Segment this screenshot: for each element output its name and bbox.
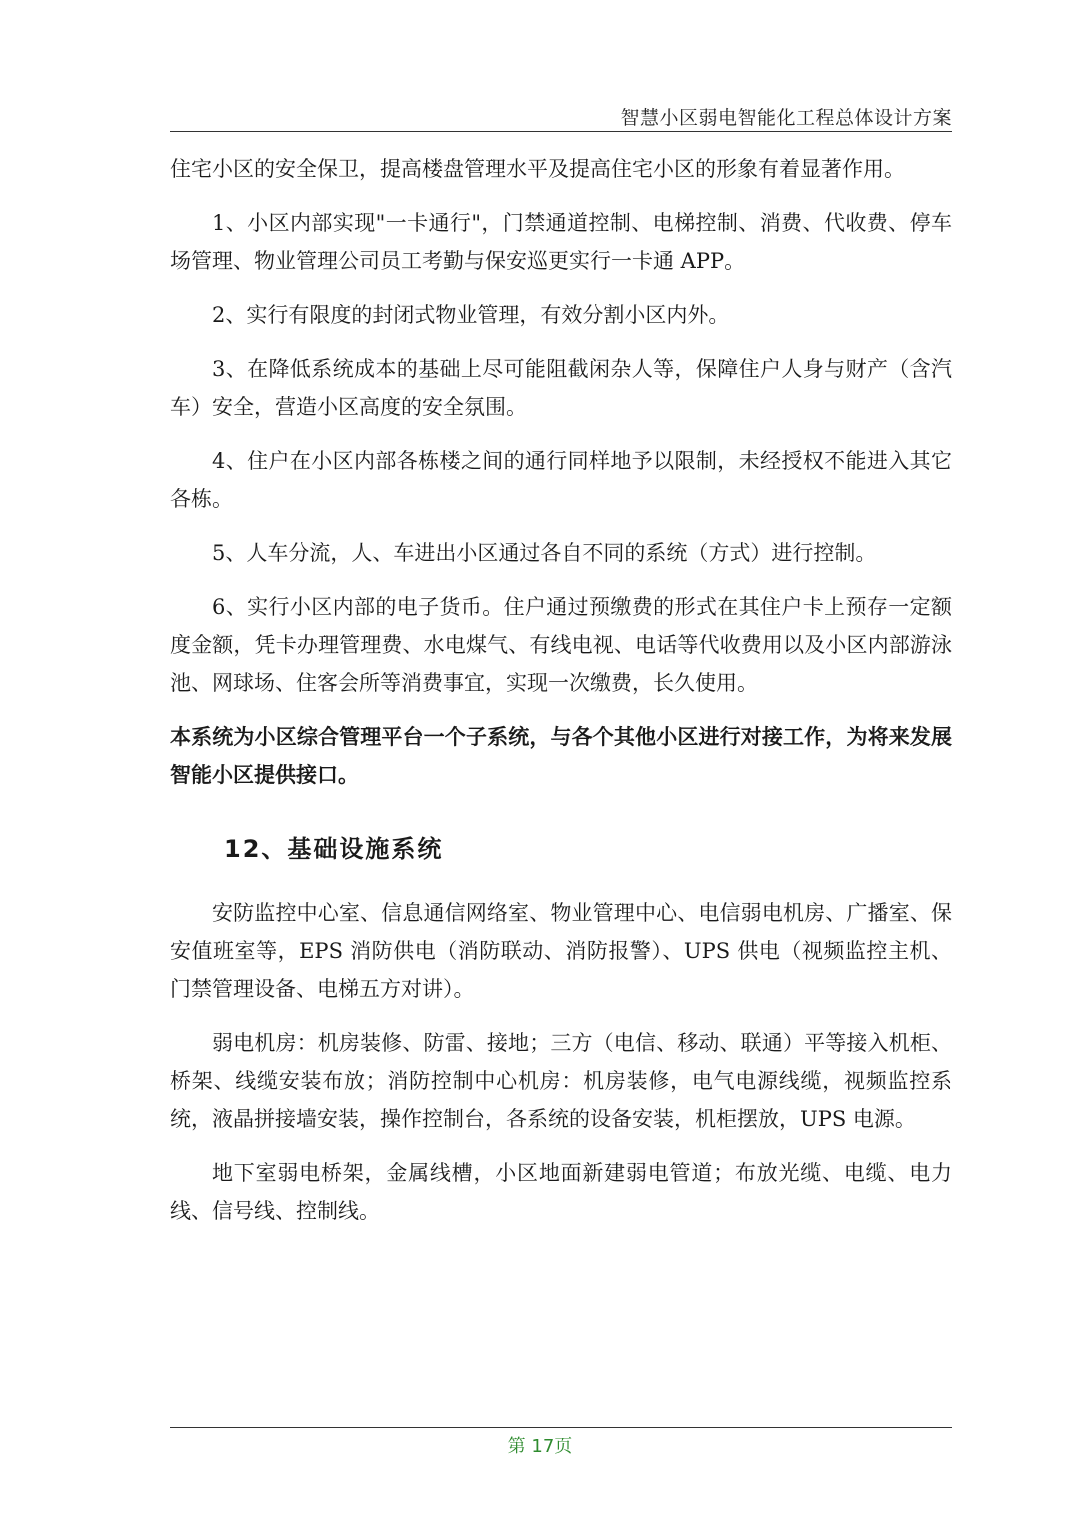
page-number: 第 17页 <box>507 1436 573 1457</box>
document-header-title: 智慧小区弱电智能化工程总体设计方案 <box>620 107 952 129</box>
bold-summary-paragraph: 本系统为小区综合管理平台一个子系统，与各个其他小区进行对接工作，为将来发展智能小区提供接口。 <box>170 725 952 787</box>
list-item-2: 2、实行有限度的封闭式物业管理，有效分割小区内外。 <box>212 303 730 327</box>
section-12-paragraph-3: 地下室弱电桥架，金属线槽，小区地面新建弱电管道；布放光缆、电缆、电力线、信号线、控制线。 <box>170 1161 952 1223</box>
list-item-4: 4、住户在小区内部各栋楼之间的通行同样地予以限制，未经授权不能进入其它各栋。 <box>170 449 952 511</box>
page-content <box>170 150 952 1246</box>
paragraph-continuation: 住宅小区的安全保卫，提高楼盘管理水平及提高住宅小区的形象有着显著作用。 <box>170 157 905 181</box>
list-item-1: 1、小区内部实现"一卡通行"，门禁通道控制、电梯控制、消费、代收费、停车场管理、物业管理公司员工考勤与保安巡更实行一卡通 APP。 <box>170 211 952 273</box>
section-12-paragraph-2: 弱电机房：机房装修、防雷、接地；三方（电信、移动、联通）平等接入机柜、桥架、线缆安装布放；消防控制中心机房：机房装修，电气电源线缆，视频监控系统，液晶拼接墙安装，操作控制台，各系统的设备安装，机柜摆放，UPS 电源。 <box>170 1031 952 1131</box>
list-item-6: 6、实行小区内部的电子货币。住户通过预缴费的形式在其住户卡上预存一定额度金额，凭卡办理管理费、水电煤气、有线电视、电话等代收费用以及小区内部游泳池、网球场、住客会所等消费事宜，实现一次缴费，长久使用。 <box>170 595 952 695</box>
section-heading-12: 12、基础设施系统 <box>224 835 444 863</box>
list-item-5: 5、人车分流，人、车进出小区通过各自不同的系统（方式）进行控制。 <box>212 541 877 565</box>
section-12-paragraph-1: 安防监控中心室、信息通信网络室、物业管理中心、电信弱电机房、广播室、保安值班室等，EPS 消防供电（消防联动、消防报警）、UPS 供电（视频监控主机、门禁管理设备、电梯五方对讲）。 <box>170 901 952 1001</box>
list-item-3: 3、在降低系统成本的基础上尽可能阻截闲杂人等，保障住户人身与财产（含汽车）安全，营造小区高度的安全氛围。 <box>170 357 952 419</box>
header-rule <box>170 131 952 132</box>
footer-rule <box>170 1427 952 1428</box>
